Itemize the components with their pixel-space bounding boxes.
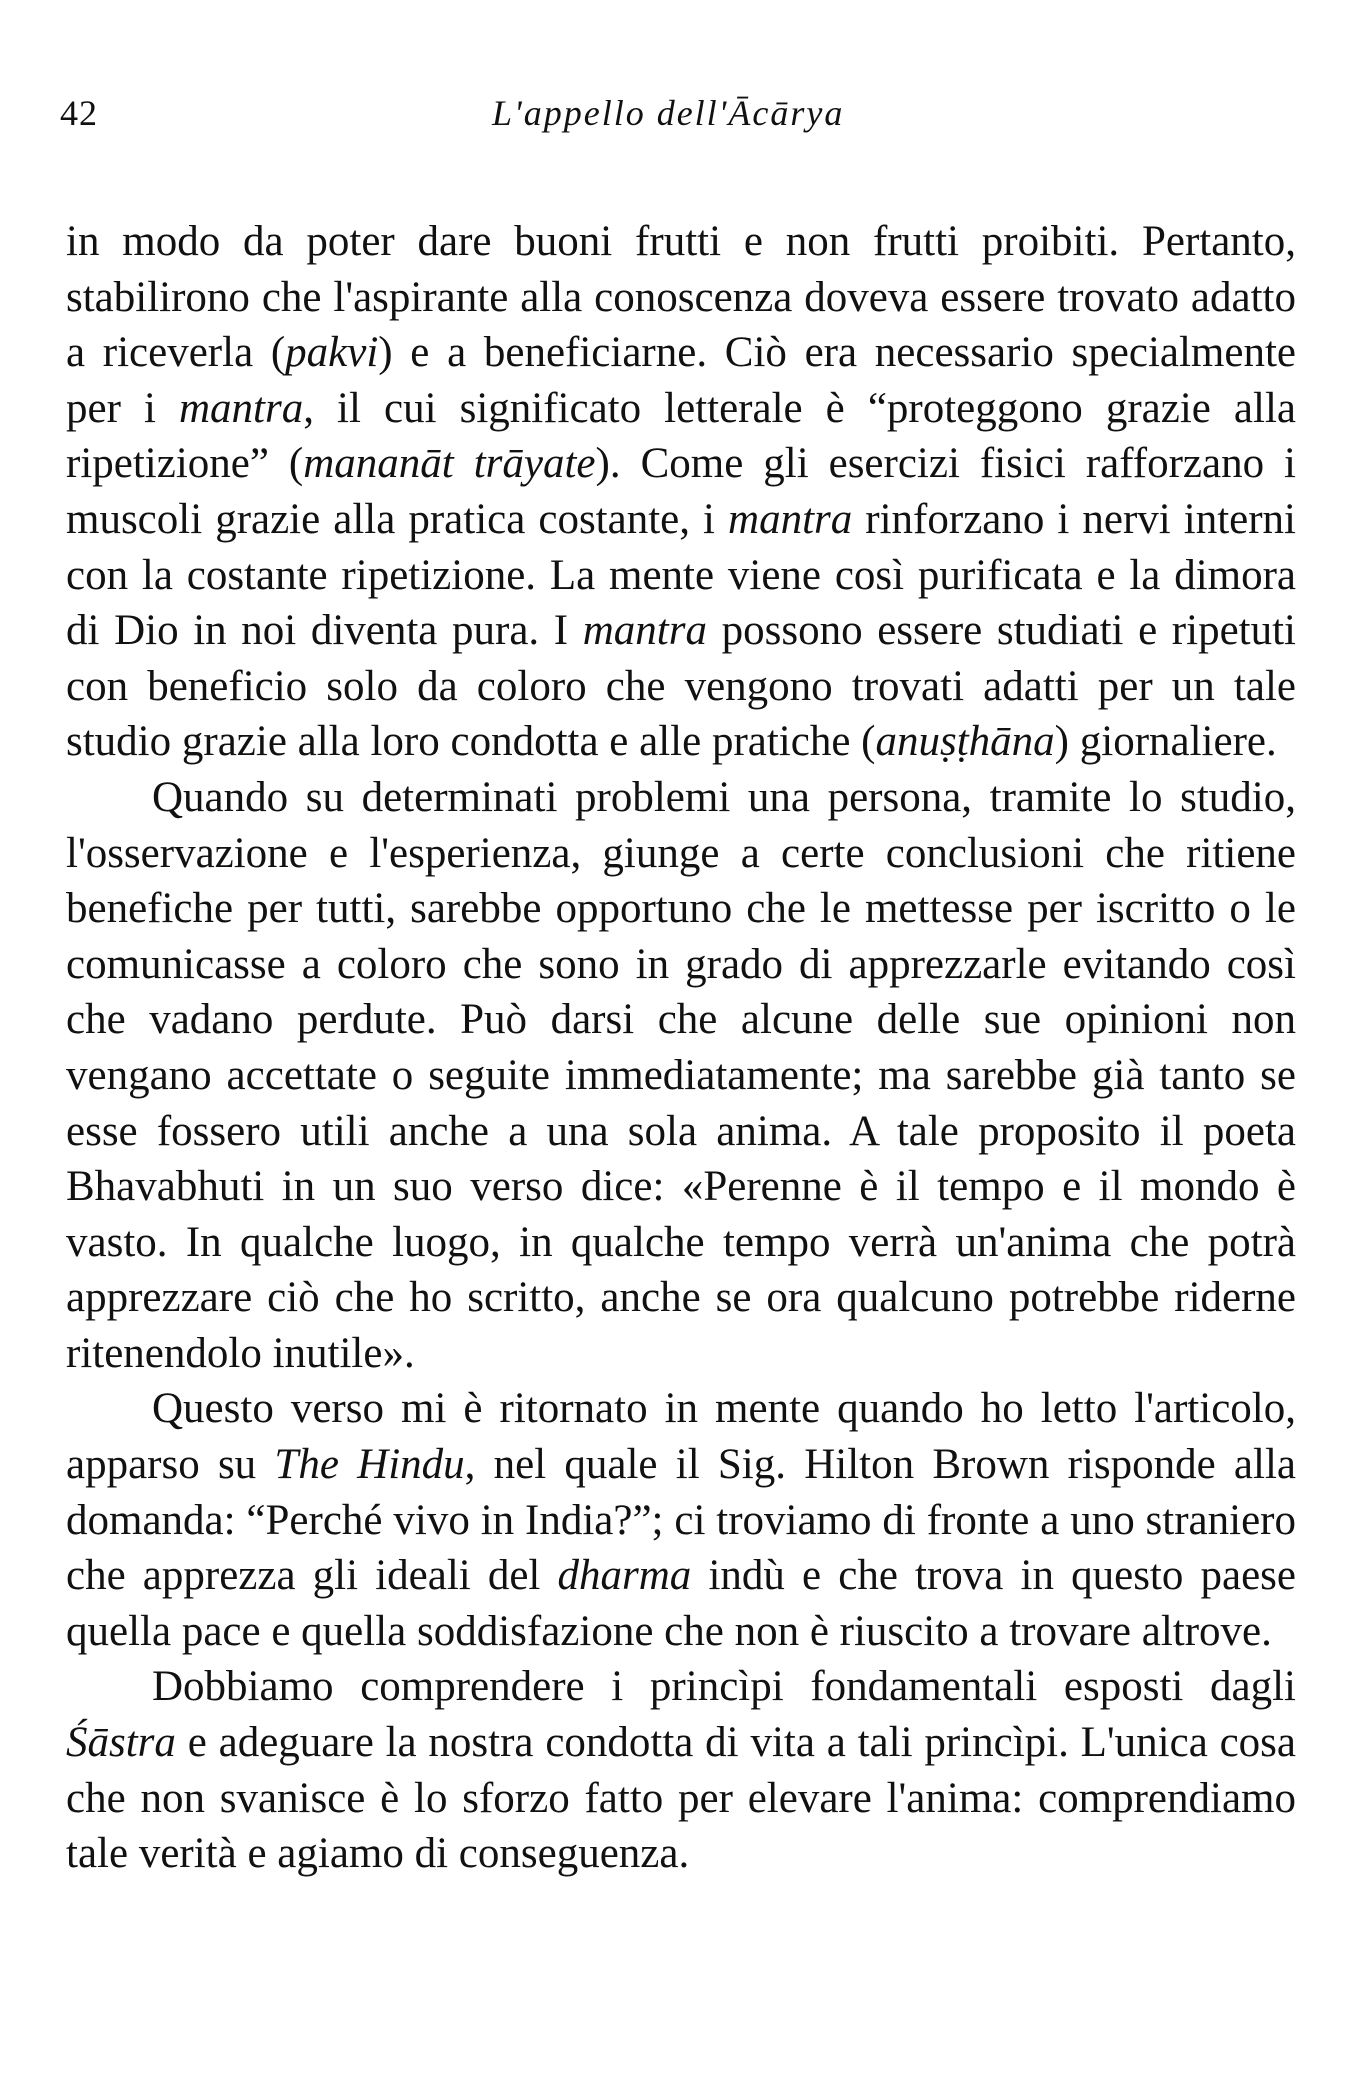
- italic-term: mananāt trāyate: [303, 440, 596, 488]
- italic-term: pakvi: [285, 329, 379, 377]
- page-number: 42: [60, 93, 98, 133]
- italic-term: mantra: [178, 384, 304, 432]
- text-run: possono essere studiati e ripetuti con beneficio solo da coloro che vengono trovati adatti per un tale studio grazie alla loro condotta e alle pratiche (: [66, 607, 1296, 766]
- text-run: ) e a beneficiarne. Ciò era necessario specialmente per i: [66, 329, 1296, 432]
- text-run: ) giornaliere.: [1054, 718, 1277, 766]
- italic-term: mantra: [582, 607, 707, 655]
- italic-term: mantra: [728, 495, 853, 543]
- italic-title: The Hindu: [274, 1441, 465, 1489]
- italic-term: dharma: [557, 1552, 692, 1600]
- paragraph-3: [66, 1381, 1296, 1659]
- text-run: Questo verso mi è ritornato in mente quando ho letto l'articolo, apparso su: [66, 1385, 1296, 1489]
- text-run: , il cui significato letterale è “proteggono grazie alla ripetizione” (: [66, 384, 1296, 488]
- text-run: rinforzano i nervi interni con la costante ripetizione. La mente viene così purificata e la dimora di Dio in noi diventa pura. I: [66, 495, 1297, 655]
- text-run: e adeguare la nostra condotta di vita a tali princìpi. L'unica cosa che non svanisce è lo sforzo fatto per elevare l'anima: comprendiamo tale verità e agiamo di conseguenza.: [66, 1719, 1296, 1878]
- body-text: [66, 214, 1296, 1882]
- text-run: indù e che trova in questo paese quella pace e quella soddisfazione che non è riuscito a trovare altrove.: [66, 1552, 1296, 1655]
- running-head: [60, 92, 1320, 142]
- running-title: L'appello dell'Ācārya: [492, 93, 845, 133]
- paragraph-4: [66, 1659, 1296, 1881]
- paragraph-1: [66, 214, 1296, 770]
- text-run: Dobbiamo comprendere i princìpi fondamentali esposti dagli: [152, 1663, 1296, 1711]
- italic-term: Śāstra: [66, 1719, 176, 1767]
- italic-term: anuṣṭhāna: [875, 718, 1055, 766]
- text-run: , nel quale il Sig. Hilton Brown risponde alla domanda: “Perché vivo in India?”; ci troviamo di fronte a uno straniero che apprezza gli ideali del: [66, 1441, 1296, 1600]
- text-run: ). Come gli esercizi fisici rafforzano i muscoli grazie alla pratica costante, i: [66, 440, 1296, 543]
- paragraph-2: [66, 770, 1296, 1382]
- text-run: in modo da poter dare buoni frutti e non frutti proibiti. Pertanto, stabilirono che l'aspirante alla conoscenza doveva essere trovato adatto a riceverla (: [66, 218, 1296, 377]
- text-run: Quando su determinati problemi una persona, tramite lo studio, l'osservazione e l'esperienza, giunge a certe conclusioni che ritiene benefiche per tutti, sarebbe opportuno che le mettesse per iscritto o le comunicasse a coloro che sono in grado di apprezzarle evitando così che vadano perdute. Può darsi che alcune delle sue opinioni non vengano accettate o seguite immediatamente; ma sarebbe già tanto se esse fossero utili anche a una sola anima. A tale proposito il poeta Bhavabhuti in un suo verso dice: «Perenne è il tempo e il mondo è vasto. In qualche luogo, in qualche tempo verrà un'anima che potrà apprezzare ciò che ho scritto, anche se ora qualcuno potrebbe riderne ritenendolo inutile».: [66, 773, 1296, 1377]
